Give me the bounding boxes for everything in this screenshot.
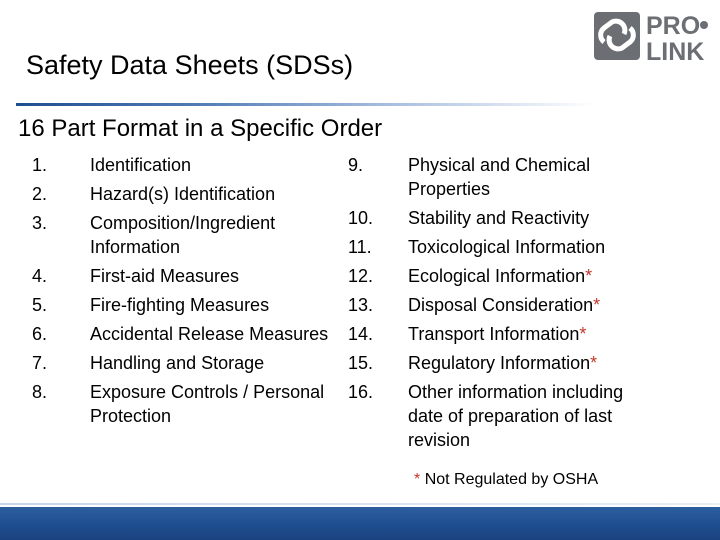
title-underline xyxy=(16,103,596,106)
item-text: Toxicological Information xyxy=(408,237,606,257)
item-text: Other information including date of preparation of last revision xyxy=(408,382,624,450)
item-number: 1. xyxy=(32,155,48,175)
slide-title: Safety Data Sheets (SDSs) xyxy=(26,50,354,80)
item-number: 2. xyxy=(32,184,48,204)
sds-sections-list-left xyxy=(18,153,358,433)
item-text: Stability and Reactivity xyxy=(408,208,590,228)
item-text: Exposure Controls / Personal Protection xyxy=(90,382,325,426)
item-number: 10. xyxy=(348,208,374,228)
prolink-logo xyxy=(592,6,714,64)
item-text: Handling and Storage xyxy=(90,353,265,373)
item-number: 3. xyxy=(32,213,48,233)
sds-sections-list-right xyxy=(348,153,678,457)
item-text: Accidental Release Measures xyxy=(90,324,329,344)
item-number: 4. xyxy=(32,266,48,286)
item-text: Regulatory Information* xyxy=(408,353,598,373)
chain-link-icon xyxy=(594,12,640,60)
item-text: Composition/Ingredient Information xyxy=(90,213,276,257)
list-item xyxy=(348,235,678,259)
list-item xyxy=(18,264,358,288)
list-item xyxy=(18,322,358,346)
item-number: 11. xyxy=(348,237,372,257)
footnote-text: Not Regulated by OSHA xyxy=(424,471,599,488)
footer-divider xyxy=(0,503,720,505)
item-number: 12. xyxy=(348,266,374,286)
section-heading: 16 Part Format in a Specific Order xyxy=(18,115,383,142)
list-item xyxy=(18,211,358,259)
item-number: 15. xyxy=(348,353,374,373)
item-text: Physical and Chemical Properties xyxy=(408,155,591,199)
list-item xyxy=(18,351,358,375)
item-number: 9. xyxy=(348,155,364,175)
footer-bar xyxy=(0,507,720,540)
item-text: Disposal Consideration* xyxy=(408,295,601,315)
item-text: Ecological Information* xyxy=(408,266,593,286)
logo-dot-icon xyxy=(700,21,708,29)
item-text: Transport Information* xyxy=(408,324,587,344)
list-item xyxy=(348,380,678,452)
list-item xyxy=(348,206,678,230)
list-item xyxy=(18,182,358,206)
item-number: 13. xyxy=(348,295,374,315)
list-item xyxy=(348,153,678,201)
item-number: 8. xyxy=(32,382,48,402)
item-text: Fire-fighting Measures xyxy=(90,295,270,315)
item-text: Identification xyxy=(90,155,192,175)
item-number: 14. xyxy=(348,324,374,344)
item-number: 5. xyxy=(32,295,48,315)
list-item xyxy=(18,380,358,428)
item-text: First-aid Measures xyxy=(90,266,240,286)
item-number: 7. xyxy=(32,353,48,373)
list-item xyxy=(18,293,358,317)
logo-text-pro: PRO xyxy=(646,12,701,40)
item-text: Hazard(s) Identification xyxy=(90,184,276,204)
logo-text-link: LINK xyxy=(646,38,705,64)
list-item xyxy=(348,351,678,375)
list-item xyxy=(18,153,358,177)
list-item xyxy=(348,322,678,346)
item-number: 6. xyxy=(32,324,48,344)
list-item xyxy=(348,264,678,288)
footnote-asterisk: * xyxy=(414,471,421,488)
footnote xyxy=(414,471,598,489)
item-number: 16. xyxy=(348,382,374,402)
list-item xyxy=(348,293,678,317)
